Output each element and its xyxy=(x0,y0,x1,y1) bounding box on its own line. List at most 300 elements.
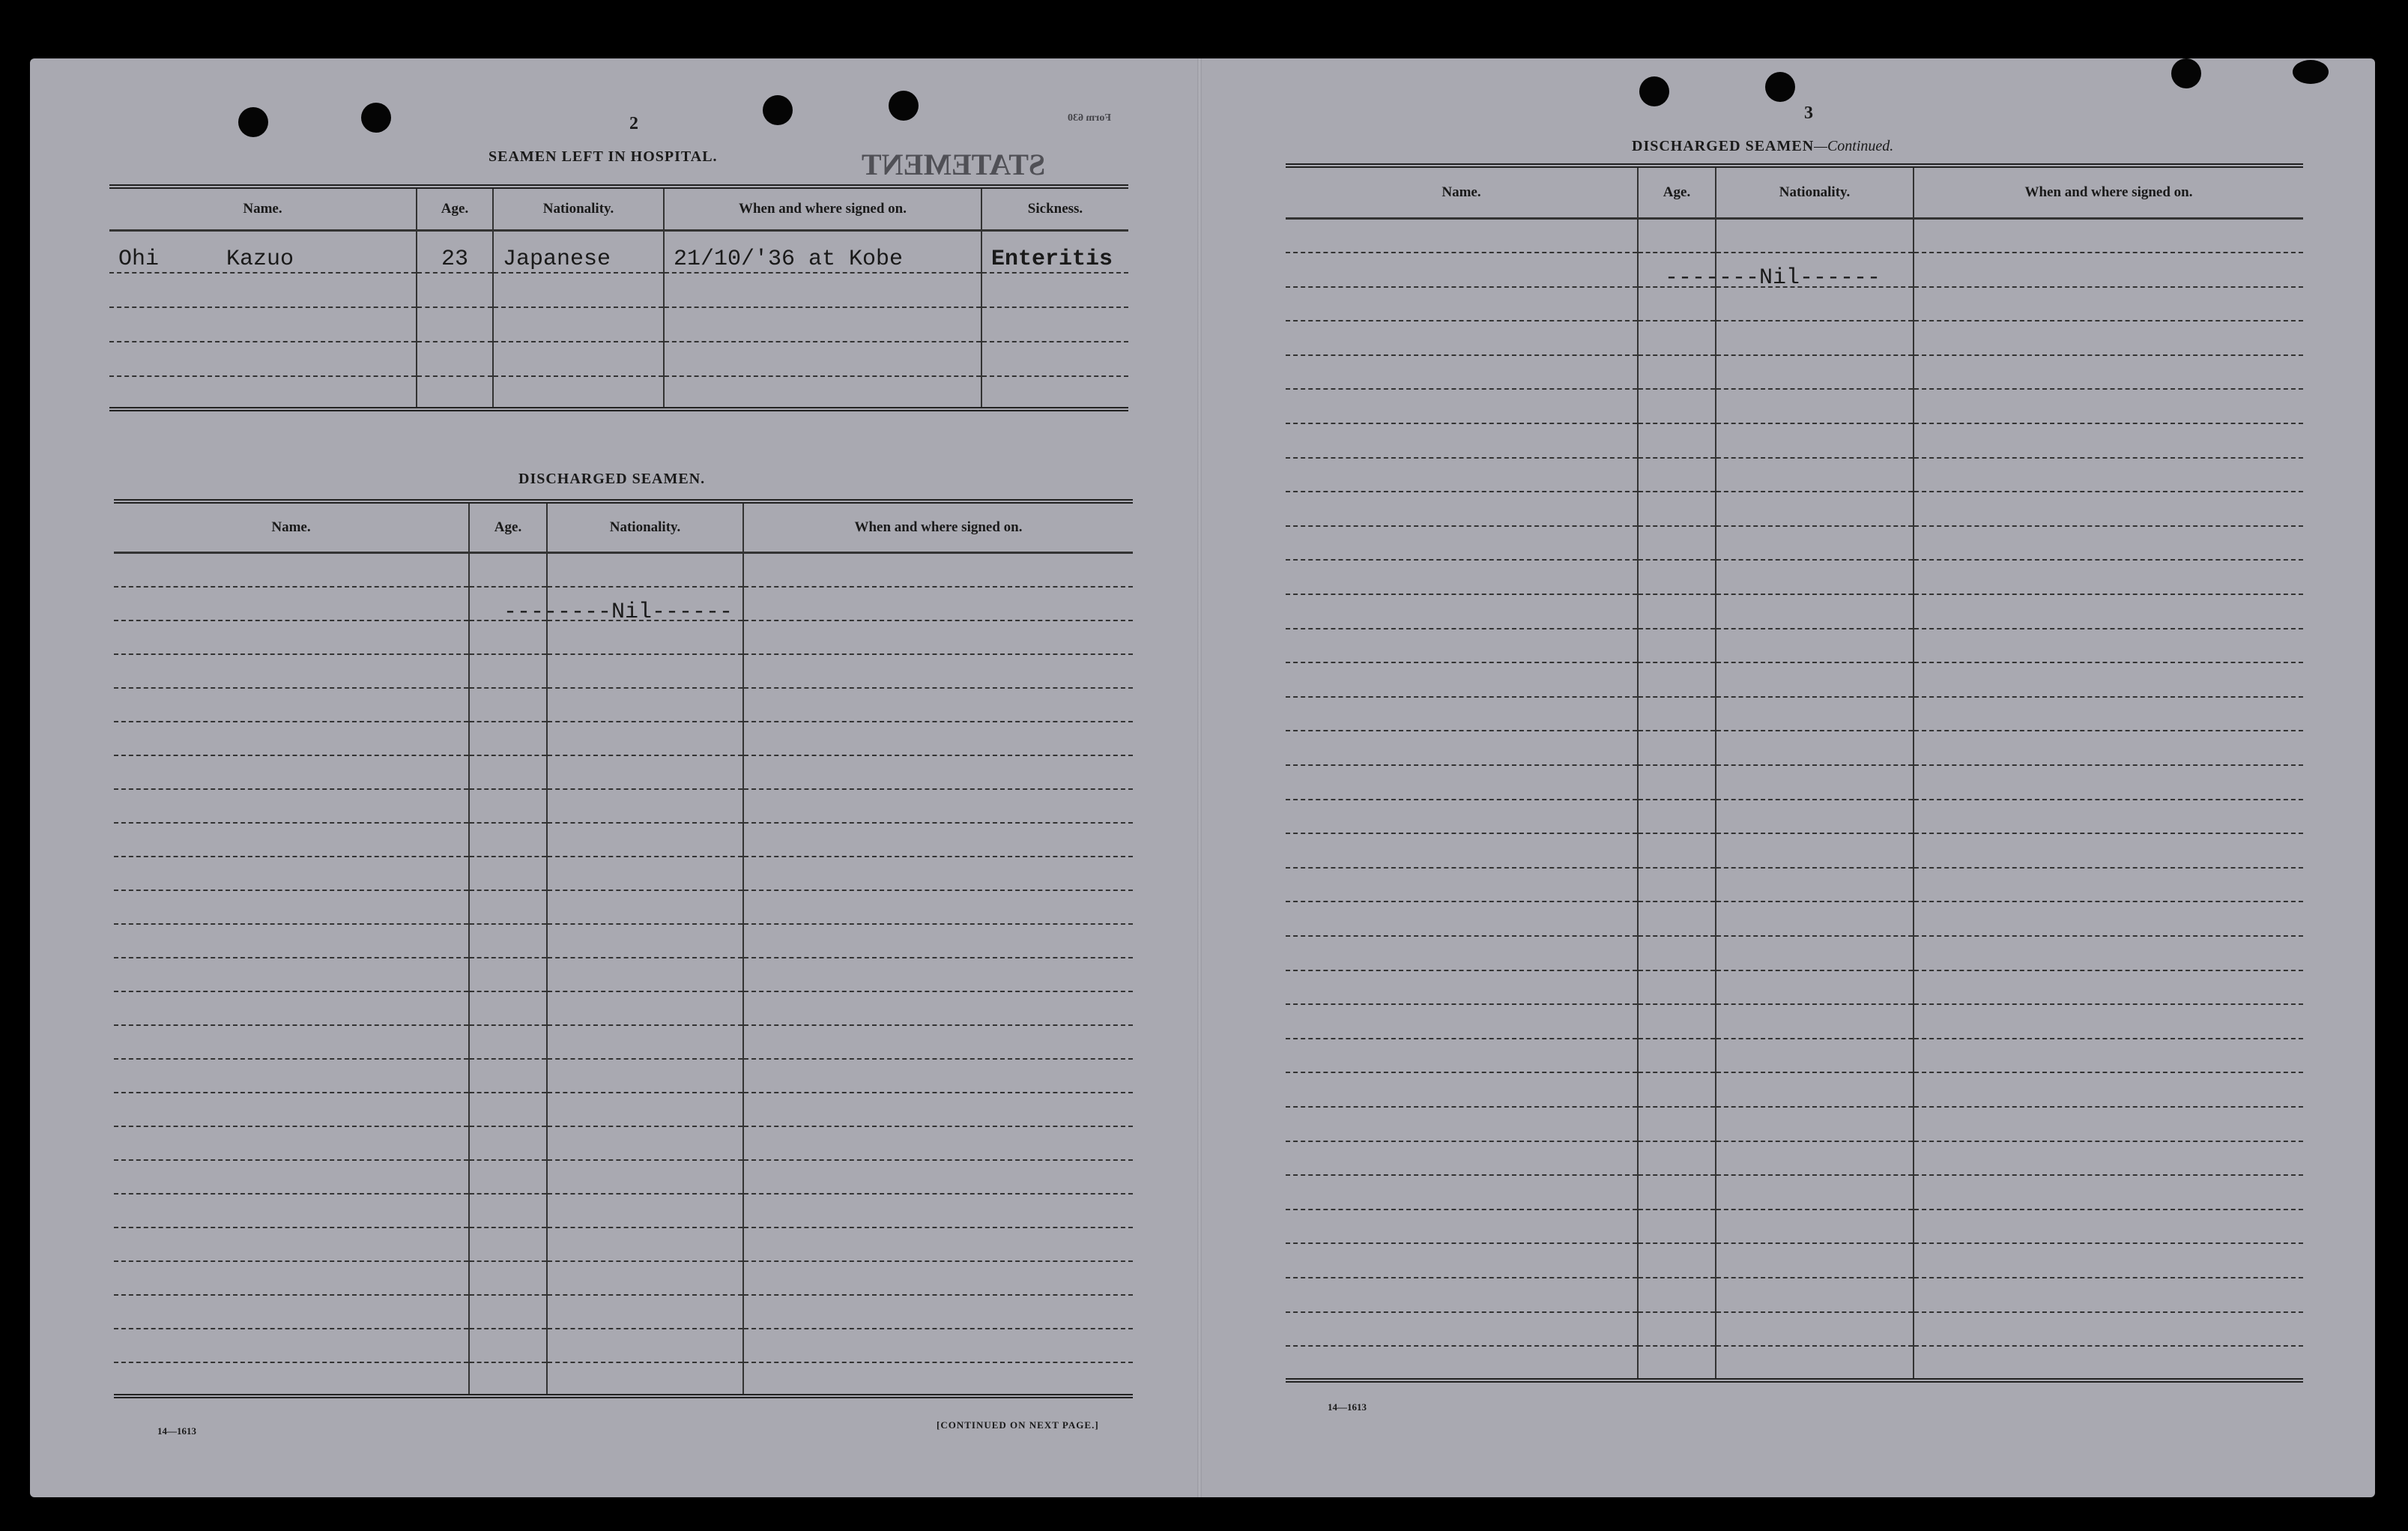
table-cell xyxy=(469,991,547,1025)
table-row xyxy=(114,1227,1133,1261)
table-row xyxy=(114,1295,1133,1329)
table-cell xyxy=(114,789,469,823)
table-cell xyxy=(469,823,547,857)
table-cell xyxy=(743,553,1133,587)
table-row xyxy=(1286,731,2303,765)
column-header-sickness: Sickness. xyxy=(981,187,1128,231)
table-cell xyxy=(1638,594,1716,629)
table-cell xyxy=(743,1059,1133,1093)
column-header-age: Age. xyxy=(469,501,547,553)
column-header-age: Age. xyxy=(1638,166,1716,219)
table-cell xyxy=(114,857,469,890)
table-cell xyxy=(114,1160,469,1194)
discharged-continued-title xyxy=(1632,138,1893,155)
table-cell xyxy=(743,991,1133,1025)
table-cell xyxy=(1716,355,1914,390)
table-cell xyxy=(114,1362,469,1396)
table-cell xyxy=(114,620,469,654)
table-cell xyxy=(1914,389,2303,423)
table-cell xyxy=(547,620,743,654)
table-cell xyxy=(1286,1210,1638,1244)
column-header-age: Age. xyxy=(417,187,493,231)
table-cell xyxy=(1716,321,1914,355)
table-cell xyxy=(1716,731,1914,765)
table-cell xyxy=(1638,902,1716,936)
discharged-section-title: DISCHARGED SEAMEN. xyxy=(518,471,706,487)
table-cell xyxy=(1716,1072,1914,1107)
table-cell xyxy=(114,1261,469,1295)
table-cell xyxy=(1716,662,1914,697)
table-cell xyxy=(1716,1039,1914,1073)
table-cell xyxy=(114,1227,469,1261)
table-row xyxy=(114,1126,1133,1160)
table-cell xyxy=(1716,423,1914,458)
table-cell xyxy=(1914,1072,2303,1107)
column-header-name: Name. xyxy=(1286,166,1638,219)
table-cell xyxy=(1914,629,2303,663)
table-cell xyxy=(1286,526,1638,561)
table-cell xyxy=(743,857,1133,890)
table-cell xyxy=(1914,219,2303,253)
column-header-name: Name. xyxy=(114,501,469,553)
table-row xyxy=(114,991,1133,1025)
table-cell xyxy=(469,553,547,587)
table-cell xyxy=(1914,594,2303,629)
table-row xyxy=(114,654,1133,688)
table-row xyxy=(1286,492,2303,526)
table-row xyxy=(114,755,1133,789)
table-cell xyxy=(1914,287,2303,321)
table-cell xyxy=(1716,1278,1914,1312)
table-cell xyxy=(1716,697,1914,731)
table-row xyxy=(114,857,1133,890)
discharged-header-row xyxy=(114,501,1133,553)
table-cell xyxy=(114,722,469,755)
table-cell xyxy=(114,755,469,789)
table-row xyxy=(1286,458,2303,492)
table-row xyxy=(1286,1004,2303,1039)
table-cell xyxy=(1914,458,2303,492)
table-cell xyxy=(1914,765,2303,800)
table-cell xyxy=(1638,1243,1716,1278)
table-cell xyxy=(547,1059,743,1093)
table-cell xyxy=(1716,458,1914,492)
table-cell xyxy=(547,722,743,755)
table-row xyxy=(1286,560,2303,594)
table-row xyxy=(109,307,1128,342)
table-cell xyxy=(1914,492,2303,526)
table-cell xyxy=(469,1025,547,1059)
table-cell xyxy=(469,654,547,688)
table-cell xyxy=(547,857,743,890)
hospital-section-title: SEAMEN LEFT IN HOSPITAL. xyxy=(488,148,718,165)
punch-hole xyxy=(2293,60,2329,84)
table-cell xyxy=(1638,1141,1716,1176)
table-cell xyxy=(114,991,469,1025)
table-cell xyxy=(1716,765,1914,800)
table-cell xyxy=(1716,492,1914,526)
seaman-nationality: Japanese xyxy=(493,231,664,273)
table-cell xyxy=(114,587,469,620)
table-cell xyxy=(1638,731,1716,765)
table-cell xyxy=(114,1329,469,1362)
table-cell xyxy=(547,958,743,991)
table-row xyxy=(1286,1039,2303,1073)
table-row xyxy=(109,231,1128,273)
page-number-right: 3 xyxy=(1804,103,1813,123)
punch-hole xyxy=(361,103,391,133)
table-cell xyxy=(1286,253,1638,287)
table-cell xyxy=(1638,662,1716,697)
table-cell xyxy=(1914,1210,2303,1244)
table-cell xyxy=(1638,1278,1716,1312)
table-cell xyxy=(469,890,547,924)
table-cell xyxy=(1638,800,1716,834)
table-cell xyxy=(743,1194,1133,1227)
table-row xyxy=(1286,1107,2303,1141)
table-cell xyxy=(1638,1004,1716,1039)
table-cell xyxy=(1914,526,2303,561)
table-cell xyxy=(1716,902,1914,936)
table-cell xyxy=(1716,868,1914,902)
table-cell xyxy=(1286,1278,1638,1312)
table-cell xyxy=(1286,662,1638,697)
discharged-table-left xyxy=(114,499,1133,1398)
table-row xyxy=(1286,833,2303,868)
table-cell xyxy=(1638,355,1716,390)
table-row xyxy=(1286,287,2303,321)
continued-suffix: —Continued. xyxy=(1814,138,1894,154)
discharged-continued-title-text: DISCHARGED SEAMEN xyxy=(1632,138,1815,154)
table-cell xyxy=(469,620,547,654)
punch-hole xyxy=(763,95,793,125)
table-cell xyxy=(1286,868,1638,902)
table-cell xyxy=(114,1295,469,1329)
table-cell xyxy=(1286,560,1638,594)
table-cell xyxy=(547,991,743,1025)
page-number-left: 2 xyxy=(629,114,638,133)
table-cell xyxy=(1914,1278,2303,1312)
table-cell xyxy=(1286,389,1638,423)
table-cell xyxy=(547,823,743,857)
table-row xyxy=(1286,1141,2303,1176)
table-cell xyxy=(1286,765,1638,800)
punch-hole xyxy=(889,91,919,121)
table-cell xyxy=(469,1059,547,1093)
table-cell xyxy=(1914,833,2303,868)
table-row xyxy=(1286,662,2303,697)
table-cell xyxy=(469,1295,547,1329)
table-cell xyxy=(1638,697,1716,731)
table-cell xyxy=(1638,1175,1716,1210)
table-cell xyxy=(1638,1210,1716,1244)
form-code-right: 14—1613 xyxy=(1328,1401,1367,1413)
mirrored-form-reference: Form 630 xyxy=(1068,112,1111,124)
table-row xyxy=(1286,423,2303,458)
table-row xyxy=(1286,697,2303,731)
table-cell xyxy=(1638,1107,1716,1141)
table-cell xyxy=(1914,1004,2303,1039)
table-cell xyxy=(1716,1243,1914,1278)
table-row xyxy=(114,958,1133,991)
table-row xyxy=(114,1160,1133,1194)
bleed-through-title: STATEMENT xyxy=(862,148,1046,181)
table-cell xyxy=(1286,355,1638,390)
table-cell xyxy=(1638,526,1716,561)
table-cell xyxy=(469,722,547,755)
table-cell xyxy=(547,1227,743,1261)
table-cell xyxy=(547,1194,743,1227)
table-row xyxy=(109,273,1128,307)
table-cell xyxy=(1716,526,1914,561)
table-cell xyxy=(1716,1107,1914,1141)
table-cell xyxy=(1914,1346,2303,1380)
table-cell xyxy=(1914,868,2303,902)
table-row xyxy=(1286,355,2303,390)
table-row xyxy=(1286,389,2303,423)
table-cell xyxy=(1914,1175,2303,1210)
table-row xyxy=(1286,526,2303,561)
table-cell xyxy=(1286,1346,1638,1380)
table-cell xyxy=(114,1059,469,1093)
table-row xyxy=(114,688,1133,722)
table-cell xyxy=(469,1093,547,1126)
table-row xyxy=(109,376,1128,409)
table-row xyxy=(1286,970,2303,1005)
table-row xyxy=(1286,1175,2303,1210)
column-header-signed-on: When and where signed on. xyxy=(743,501,1133,553)
table-cell xyxy=(1716,970,1914,1005)
table-cell xyxy=(1638,936,1716,970)
table-cell xyxy=(743,1160,1133,1194)
table-cell xyxy=(1286,1039,1638,1073)
table-cell xyxy=(547,924,743,958)
table-cell xyxy=(469,1362,547,1396)
page-fold xyxy=(1197,58,1202,1497)
table-cell xyxy=(547,688,743,722)
table-row xyxy=(1286,1243,2303,1278)
table-cell xyxy=(1286,936,1638,970)
table-cell xyxy=(114,958,469,991)
table-cell xyxy=(743,654,1133,688)
table-cell xyxy=(743,890,1133,924)
table-row xyxy=(1286,1072,2303,1107)
table-cell xyxy=(1286,219,1638,253)
table-cell xyxy=(1638,287,1716,321)
table-cell xyxy=(743,924,1133,958)
table-cell xyxy=(1638,492,1716,526)
table-cell xyxy=(1914,970,2303,1005)
column-header-nationality: Nationality. xyxy=(547,501,743,553)
table-cell xyxy=(743,1227,1133,1261)
table-row xyxy=(1286,868,2303,902)
seaman-name: Ohi Kazuo xyxy=(109,231,417,273)
table-cell xyxy=(547,1093,743,1126)
table-cell xyxy=(1914,936,2303,970)
table-cell xyxy=(1286,1107,1638,1141)
continued-note: [CONTINUED ON NEXT PAGE.] xyxy=(937,1419,1099,1431)
table-cell xyxy=(114,1025,469,1059)
punch-hole xyxy=(1639,76,1669,106)
nil-entry: --------Nil------ xyxy=(503,600,733,625)
table-cell xyxy=(1638,219,1716,253)
table-cell xyxy=(1716,389,1914,423)
table-cell xyxy=(547,890,743,924)
table-cell xyxy=(1286,1312,1638,1347)
seaman-sickness: Enteritis xyxy=(981,231,1128,273)
punch-hole xyxy=(238,107,268,137)
table-cell xyxy=(743,1295,1133,1329)
table-cell xyxy=(469,1194,547,1227)
table-cell xyxy=(1716,1175,1914,1210)
table-cell xyxy=(1914,253,2303,287)
table-cell xyxy=(1716,1141,1914,1176)
table-cell xyxy=(743,755,1133,789)
table-row xyxy=(1286,1278,2303,1312)
table-row xyxy=(1286,765,2303,800)
table-cell xyxy=(114,823,469,857)
table-row xyxy=(114,1261,1133,1295)
table-cell xyxy=(743,1261,1133,1295)
table-cell xyxy=(743,1126,1133,1160)
discharged-table-right xyxy=(1286,163,2303,1383)
table-cell xyxy=(1914,731,2303,765)
table-cell xyxy=(1638,389,1716,423)
table-cell xyxy=(1914,1243,2303,1278)
table-cell xyxy=(469,1227,547,1261)
table-cell xyxy=(1286,1175,1638,1210)
table-cell xyxy=(1286,1243,1638,1278)
table-cell xyxy=(743,688,1133,722)
table-cell xyxy=(1638,1039,1716,1073)
table-cell xyxy=(1914,1312,2303,1347)
table-cell xyxy=(1638,765,1716,800)
table-cell xyxy=(1638,1072,1716,1107)
table-cell xyxy=(1638,970,1716,1005)
table-cell xyxy=(1914,321,2303,355)
table-cell xyxy=(1716,287,1914,321)
table-row xyxy=(114,553,1133,587)
table-cell xyxy=(1638,458,1716,492)
table-row xyxy=(114,890,1133,924)
table-cell xyxy=(1914,560,2303,594)
table-cell xyxy=(547,1025,743,1059)
table-cell xyxy=(469,688,547,722)
table-cell xyxy=(1286,594,1638,629)
table-cell xyxy=(1286,287,1638,321)
table-cell xyxy=(1716,833,1914,868)
discharged-continued-header-row xyxy=(1286,166,2303,219)
table-cell xyxy=(1638,321,1716,355)
table-cell xyxy=(1716,629,1914,663)
table-cell xyxy=(114,1093,469,1126)
table-cell xyxy=(547,553,743,587)
table-cell xyxy=(743,1329,1133,1362)
table-cell xyxy=(1638,868,1716,902)
table-cell xyxy=(1638,1312,1716,1347)
table-cell xyxy=(743,722,1133,755)
table-cell xyxy=(1286,1004,1638,1039)
table-cell xyxy=(114,924,469,958)
table-cell xyxy=(1286,833,1638,868)
table-cell xyxy=(114,1126,469,1160)
table-row xyxy=(114,1362,1133,1396)
table-row xyxy=(114,722,1133,755)
table-cell xyxy=(1914,800,2303,834)
table-cell xyxy=(1914,902,2303,936)
table-cell xyxy=(743,1093,1133,1126)
table-cell xyxy=(1716,1210,1914,1244)
punch-hole xyxy=(2171,58,2201,88)
table-cell xyxy=(469,857,547,890)
table-row xyxy=(114,1059,1133,1093)
table-row xyxy=(1286,936,2303,970)
table-row xyxy=(114,620,1133,654)
seaman-age: 23 xyxy=(417,231,493,273)
table-cell xyxy=(1638,629,1716,663)
table-cell xyxy=(1286,629,1638,663)
seaman-signed-on: 21/10/'36 at Kobe xyxy=(664,231,981,273)
table-cell xyxy=(469,789,547,823)
table-row xyxy=(1286,321,2303,355)
column-header-nationality: Nationality. xyxy=(493,187,664,231)
table-cell xyxy=(114,890,469,924)
table-cell xyxy=(743,1362,1133,1396)
table-cell xyxy=(1638,560,1716,594)
table-cell xyxy=(547,1362,743,1396)
table-row xyxy=(1286,219,2303,253)
table-cell xyxy=(469,1126,547,1160)
table-cell xyxy=(743,958,1133,991)
table-cell xyxy=(114,553,469,587)
table-cell xyxy=(469,1329,547,1362)
table-cell xyxy=(1638,833,1716,868)
table-cell xyxy=(1716,1004,1914,1039)
table-cell xyxy=(1638,1346,1716,1380)
table-cell xyxy=(743,620,1133,654)
table-cell xyxy=(547,654,743,688)
hospital-header-row xyxy=(109,187,1128,231)
table-cell xyxy=(1914,423,2303,458)
table-cell xyxy=(547,1261,743,1295)
table-cell xyxy=(1286,492,1638,526)
table-row xyxy=(1286,800,2303,834)
table-row xyxy=(114,823,1133,857)
table-cell xyxy=(547,789,743,823)
table-row xyxy=(114,1025,1133,1059)
table-row xyxy=(114,1194,1133,1227)
column-header-nationality: Nationality. xyxy=(1716,166,1914,219)
table-cell xyxy=(1716,1312,1914,1347)
table-cell xyxy=(743,789,1133,823)
table-cell xyxy=(1914,1107,2303,1141)
table-cell xyxy=(114,688,469,722)
table-cell xyxy=(114,654,469,688)
table-cell xyxy=(743,587,1133,620)
table-cell xyxy=(1286,902,1638,936)
table-cell xyxy=(1286,731,1638,765)
form-code-left: 14—1613 xyxy=(157,1425,196,1437)
table-cell xyxy=(469,1160,547,1194)
table-cell xyxy=(547,1295,743,1329)
table-cell xyxy=(547,755,743,789)
table-cell xyxy=(547,1329,743,1362)
table-cell xyxy=(1286,321,1638,355)
table-row xyxy=(114,1329,1133,1362)
table-cell xyxy=(743,1025,1133,1059)
table-row xyxy=(109,342,1128,376)
table-cell xyxy=(1914,662,2303,697)
